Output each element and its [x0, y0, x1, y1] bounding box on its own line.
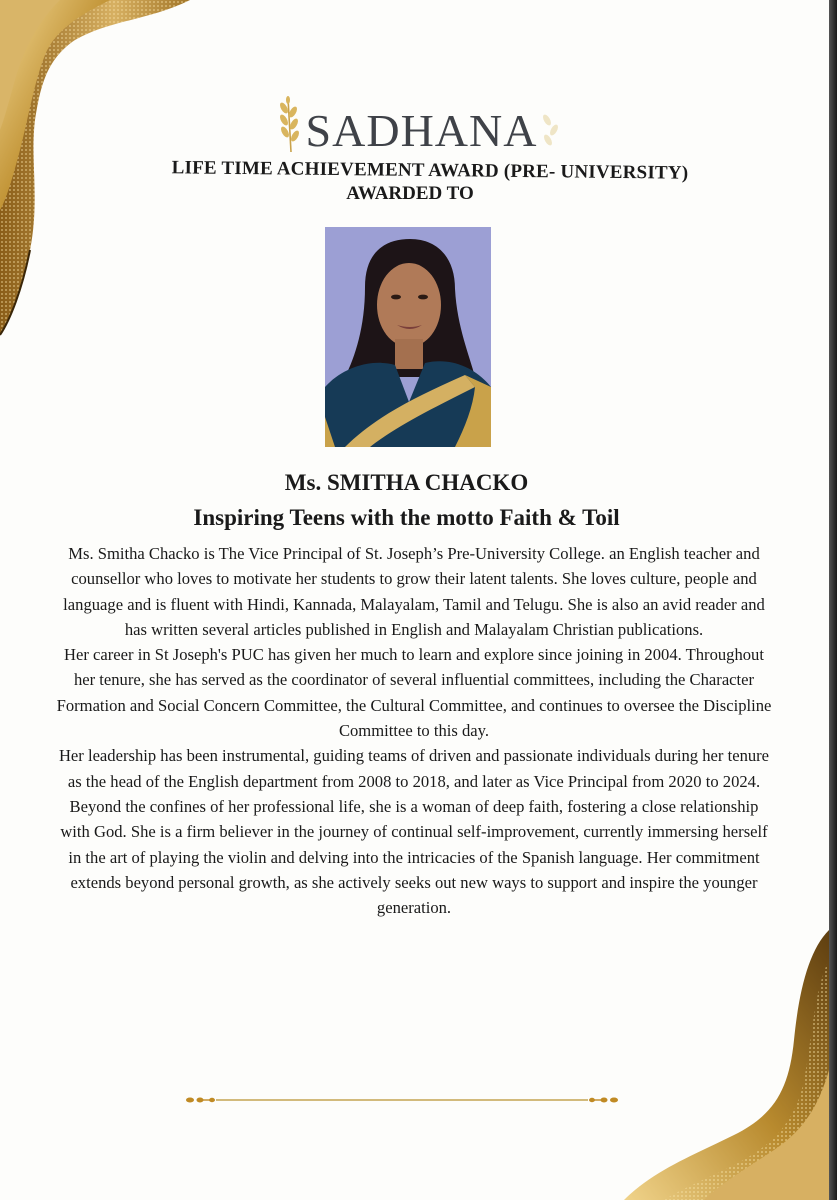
biography-paragraph: Her leadership has been instrumental, guiding teams of driven and passionate individuals during her tenure as the head of the English department from 2008 to 2018, and later as Vice Principal from 2020 to 2024.: [58, 746, 770, 791]
wheat-ears-icon-faded: [539, 106, 561, 154]
gold-wave-bottom-right: [624, 930, 829, 1200]
awardee-motto: Inspiring Teens with the motto Faith & Toil: [193, 505, 620, 530]
awarded-to-label: AWARDED TO: [346, 183, 474, 204]
wheat-ears-icon: [276, 96, 304, 154]
biography-paragraph: Beyond the confines of her professional life, she is a woman of deep faith, fostering a close relationship with God. She is a firm believer in the journey of continual self-improvement, currently immersing herself in the art of playing the violin and delving into the intricacies of the Spanish language. Her commitment extends beyond personal growth, as she actively seeks out new ways to support and inspire the younger generation.: [60, 796, 768, 918]
awardee-name: Ms. SMITHA CHACKO: [284, 470, 529, 495]
page-edge-shadow: [829, 0, 837, 1200]
ornamental-divider: [186, 1094, 618, 1106]
logo: [0, 96, 837, 159]
biography: [55, 541, 773, 920]
biography-paragraph: Ms. Smitha Chacko is The Vice Principal of St. Joseph’s Pre-University College. an English teacher and counsellor who loves to motivate her students to grow their latent talents. She loves culture, people and language and is fluent with Hindi, Kannada, Malayalam, Tamil and Telugu. She is also an avid reader and has written several articles published in English and Malayalam Christian publications.: [63, 544, 765, 639]
brand-name: SADHANA: [305, 105, 538, 156]
award-title: LIFE TIME ACHIEVEMENT AWARD (PRE- UNIVERSITY): [171, 157, 689, 184]
portrait-photo: [325, 227, 491, 447]
biography-paragraph: Her career in St Joseph's PUC has given her much to learn and explore since joining in 2004. Throughout her tenure, she has served as the coordinator of several influential committees, including the Character Formation and Social Concern Committee, the Cultural Committee, and continues to oversee the Discipline Committee to this day.: [56, 645, 772, 741]
